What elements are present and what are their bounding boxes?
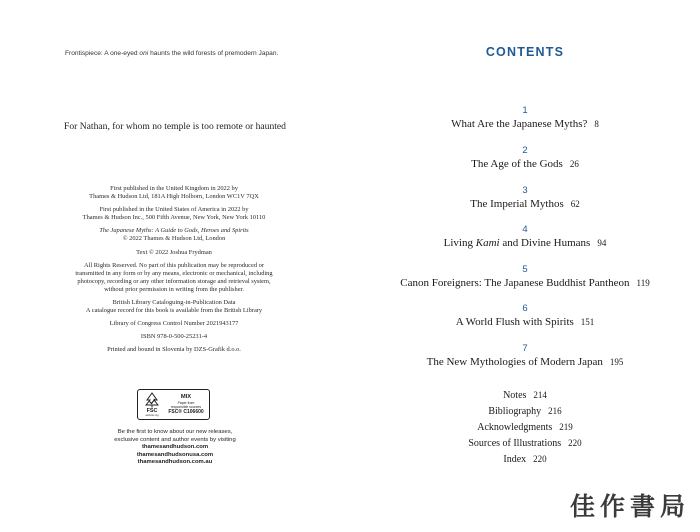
cataloguing-data: [34, 299, 314, 315]
fsc-mix: MIX: [180, 393, 192, 400]
frontispiece-italic: oni: [139, 50, 149, 57]
chapter-number: 1: [522, 105, 528, 116]
back-matter-title: Bibliography: [488, 406, 542, 417]
back-matter-title: Notes: [503, 390, 527, 401]
chapter-page: 8: [594, 119, 599, 129]
rights-statement: [34, 262, 314, 294]
newsletter-line: exclusive content and author events by visiting: [114, 436, 236, 443]
chapter-entry[interactable]: [350, 224, 700, 250]
back-matter-entry[interactable]: [350, 438, 700, 449]
imprint-line: without prior permission in writing from the publisher.: [104, 285, 244, 293]
contents-heading: CONTENTS: [485, 45, 565, 59]
chapter-title: The Imperial Mythos: [470, 198, 564, 210]
chapter-title: A World Flush with Spirits: [455, 316, 574, 328]
chapter-number: 2: [522, 145, 528, 156]
fsc-code: FSC® C106600: [168, 408, 204, 415]
fsc-label: [166, 394, 206, 416]
fsc-certification-badge: [137, 389, 210, 420]
imprint-line: Thames & Hudson Inc., 500 Fifth Avenue, New York, New York 10110: [82, 214, 266, 222]
chapter-title: What Are the Japanese Myths?: [451, 118, 588, 130]
imprint-line: First published in the United Kingdom in 2022 by: [110, 185, 238, 192]
back-matter-page: 214: [533, 390, 547, 400]
frontispiece-caption: [65, 50, 278, 57]
back-matter-page: 216: [548, 406, 562, 416]
chapter-title: The New Mythologies of Modern Japan: [426, 356, 603, 368]
chapter-title: The Age of the Gods: [471, 158, 563, 170]
back-matter-page: 219: [559, 422, 573, 432]
fsc-paper-line: Paper from: [177, 400, 195, 405]
website-link[interactable]: thamesandhudson.com: [141, 444, 209, 450]
newsletter-notice: [50, 429, 300, 467]
back-matter-title: Index: [503, 454, 527, 465]
imprint-line: All Rights Reserved. No part of this publication may be reproduced or: [84, 261, 264, 269]
imprint-line: © 2022 Thames & Hudson Ltd, London: [122, 235, 226, 243]
chapter-entry[interactable]: [350, 105, 700, 131]
back-matter-entry[interactable]: [350, 406, 700, 417]
imprint-book-title: The Japanese Myths: A Guide to Gods, Heroes and Spirits: [99, 227, 249, 235]
chapter-entry[interactable]: [350, 185, 700, 211]
frontispiece-text-end: haunts the wild forests of premodern Japan.: [148, 50, 279, 57]
back-matter-page: 220: [568, 438, 582, 448]
back-matter-title: Sources of Illustrations: [468, 438, 562, 449]
imprint-line: transmitted in any form or by any means, electronic or mechanical, including: [75, 269, 273, 277]
chapter-page: 151: [580, 317, 595, 327]
dedication: For Nathan, for whom no temple is too remote or haunted: [64, 121, 286, 132]
fsc-logo-text: FSC: [146, 408, 158, 414]
frontispiece-text: Frontispiece: A one-eyed: [65, 50, 140, 57]
chapter-title: Living: [443, 237, 476, 249]
chapter-entry[interactable]: [350, 264, 700, 290]
chapter-title-end: and Divine Humans: [499, 237, 591, 249]
chapter-title: Canon Foreigners: The Japanese Buddhist Pantheon: [400, 277, 630, 289]
imprint-line: First published in the United States of America in 2022 by: [99, 206, 249, 214]
printer-line: [34, 346, 314, 354]
chapter-number: 6: [522, 303, 528, 314]
loc-number: [34, 320, 314, 328]
imprint-line: Thames & Hudson Ltd, 181A High Holborn, London WC1V 7QX: [89, 193, 259, 201]
imprint-line: Printed and bound in Slovenia by DZS-Grafik d.o.o.: [107, 346, 241, 354]
book-title-copyright: [34, 227, 314, 243]
isbn: [34, 333, 314, 341]
chapter-page: 26: [569, 159, 579, 169]
imprint-line: A catalogue record for this book is available from the British Library: [85, 307, 263, 315]
imprint-line: ISBN 978-0-500-25231-4: [140, 333, 208, 341]
tree-checkmark-icon: [145, 392, 159, 408]
back-matter-entry[interactable]: [350, 454, 700, 465]
chapter-entry[interactable]: [350, 145, 700, 171]
imprint-line: Library of Congress Control Number 2021943177: [109, 320, 239, 328]
text-copyright: [34, 249, 314, 257]
chapter-entry[interactable]: [350, 343, 700, 369]
chapter-page: 62: [570, 199, 580, 209]
back-matter-entry[interactable]: [350, 390, 700, 401]
chapter-title-italic: Kami: [475, 237, 500, 249]
chapter-page: 195: [609, 357, 624, 367]
chapter-page: 94: [597, 238, 607, 248]
watermark-text: 佳作書局: [569, 492, 690, 521]
chapter-number: 3: [522, 185, 528, 196]
chapter-number: 7: [522, 343, 528, 354]
chapter-entry[interactable]: [350, 303, 700, 329]
imprint-line: Text © 2022 Joshua Frydman: [136, 248, 212, 256]
back-matter-title: Acknowledgments: [477, 422, 553, 433]
fsc-url: www.fsc.org: [145, 414, 159, 417]
imprint-line: British Library Cataloguing-in-Publication Data: [112, 299, 236, 307]
website-link[interactable]: thamesandhudson.com.au: [137, 459, 213, 465]
imprint-line: photocopy, recording or any other information storage and retrieval system,: [77, 277, 271, 285]
newsletter-line: Be the first to know about our new releases,: [117, 429, 233, 435]
back-matter-entry[interactable]: [350, 422, 700, 433]
website-link[interactable]: thamesandhudsonusa.com: [136, 451, 214, 458]
chapter-page: 119: [636, 278, 650, 288]
uk-publication: [34, 185, 314, 201]
us-publication: [34, 206, 314, 222]
fsc-paper-line: responsible sources: [170, 404, 202, 409]
chapter-number: 5: [522, 264, 528, 275]
imprint-block: [34, 185, 314, 360]
chapter-number: 4: [522, 224, 528, 235]
back-matter-page: 220: [533, 454, 547, 464]
fsc-tree-icon: [141, 392, 163, 418]
